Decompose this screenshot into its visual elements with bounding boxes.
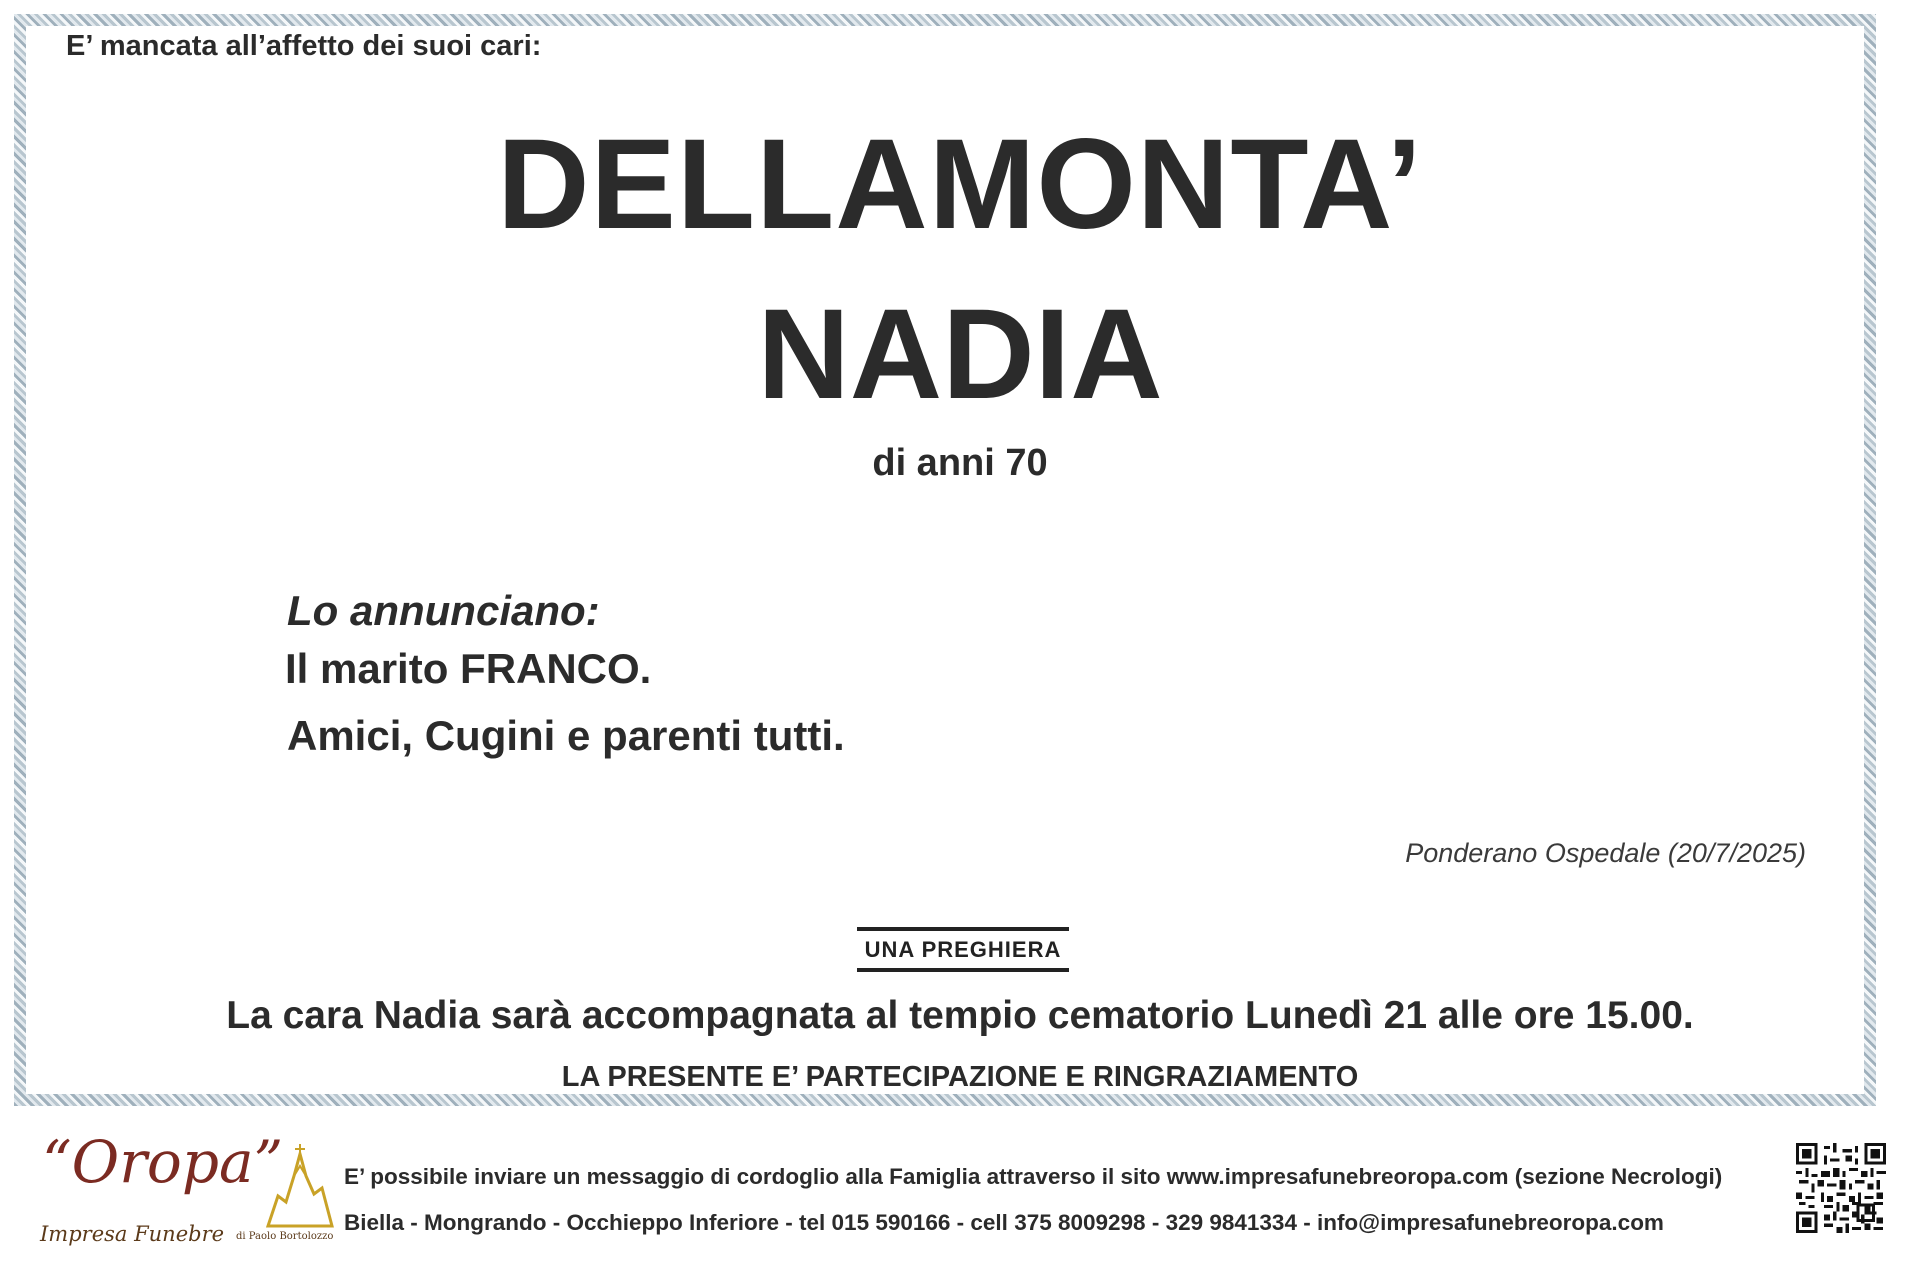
prayer-label: UNA PREGHIERA [864, 936, 1062, 962]
contact-info: Biella - Mongrando - Occhieppo Inferiore - tel 015 590166 - cell 375 8009298 - 329 9841334 - info@impresafunebreoropa.com [344, 1210, 1664, 1235]
announcement-line: Il marito FRANCO. [285, 645, 652, 692]
qr-code-icon [1796, 1142, 1886, 1234]
deceased-age: di anni 70 [872, 442, 1048, 484]
announcement-heading: Lo annunciano: [287, 587, 600, 634]
deceased-surname: DELLAMONTA’ [497, 113, 1423, 256]
ceremony-info: La cara Nadia sarà accompagnata al tempio cematorio Lunedì 21 alle ore 15.00. [226, 994, 1694, 1037]
logo-name: “Oropa” [42, 1128, 284, 1196]
deceased-first-name: NADIA [757, 283, 1163, 426]
place-date: Ponderano Ospedale (20/7/2025) [1405, 838, 1806, 868]
mountain-sanctuary-icon [260, 1136, 338, 1236]
participation-notice: LA PRESENTE E’ PARTECIPAZIONE E RINGRAZIAMENTO [561, 1061, 1359, 1093]
condolence-message-info: E’ possibile inviare un messaggio di cordoglio alla Famiglia attraverso il sito www.impresafunebreoropa.com (sezione Necrologi) [344, 1164, 1723, 1189]
logo-subtitle: Impresa Funebre [40, 1222, 225, 1246]
prayer-label-box [857, 927, 1069, 972]
intro-text: E’ mancata all’affetto dei suoi cari: [66, 30, 542, 62]
logo-owner: di Paolo Bortolozzo [236, 1231, 334, 1242]
announcement-line: Amici, Cugini e parenti tutti. [287, 712, 845, 759]
funeral-home-logo [20, 1128, 340, 1264]
